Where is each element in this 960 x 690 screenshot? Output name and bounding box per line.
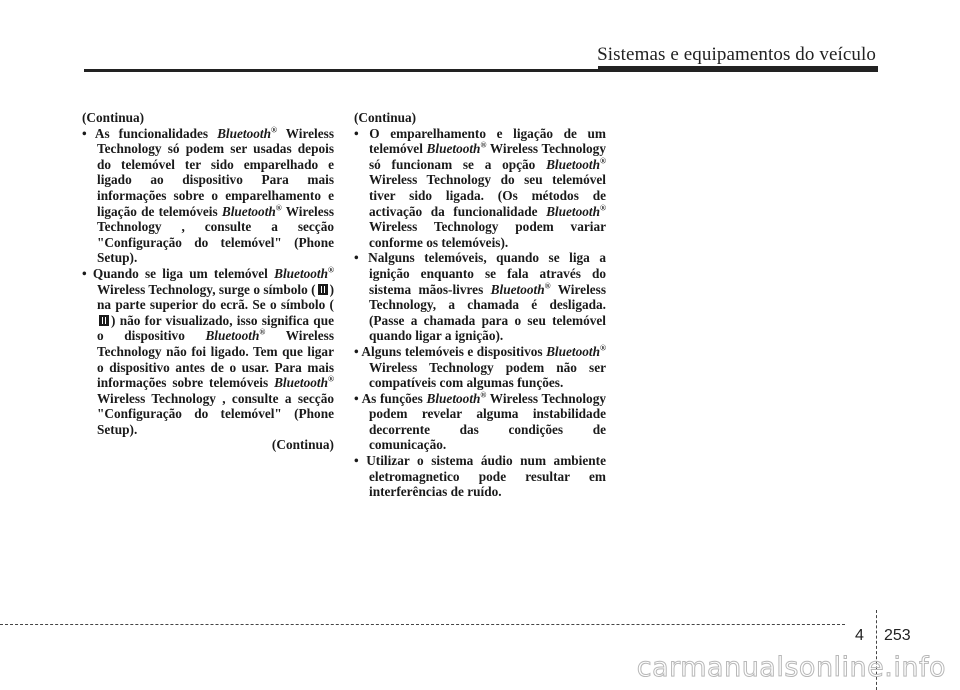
bullet-item bbox=[82, 266, 334, 438]
bullet-item bbox=[82, 126, 334, 266]
bullet-item bbox=[354, 391, 606, 453]
bluetooth-icon bbox=[318, 284, 328, 295]
text-run: Alguns telemóveis e dispositivos bbox=[361, 343, 547, 359]
bluetooth-term: Bluetooth® bbox=[546, 343, 606, 359]
text-run: Wireless Technology podem não ser compatíveis com algumas funções. bbox=[369, 359, 606, 391]
chapter-number: 4 bbox=[855, 627, 864, 644]
right-column bbox=[354, 110, 606, 500]
text-run: Utilizar o sistema áudio num ambiente eletromagnetico pode resultar em interferências de ruído. bbox=[366, 453, 606, 500]
bluetooth-icon bbox=[99, 315, 109, 326]
text-run: ) não for visualizado, isso significa que o dispositivo bbox=[97, 312, 334, 344]
text-run: Nalguns telemóveis, quando se liga a ignição enquanto se fala através do sistema mãos-livres bbox=[368, 250, 606, 297]
bluetooth-term: Bluetooth® bbox=[546, 203, 606, 219]
text-run: Wireless Technology, surge o símbolo ( bbox=[97, 281, 316, 297]
bullet-mark: • bbox=[354, 125, 370, 141]
text-run: Wireless Technology do seu telemóvel tiver sido ligada. (Os métodos de activação da funcionalidade bbox=[369, 172, 606, 219]
text-run: Wireless Technology podem variar conforme os telemóveis). bbox=[369, 219, 606, 250]
text-run: As funcionalidades bbox=[94, 125, 218, 141]
bullet-mark: • bbox=[82, 265, 93, 281]
text-run: Wireless Technology , consulte a secção "Configuração do telemóvel" (Phone Setup). bbox=[97, 390, 334, 437]
bluetooth-term: Bluetooth® bbox=[490, 281, 551, 297]
bluetooth-term: Bluetooth® bbox=[205, 327, 266, 344]
bullet-item bbox=[354, 344, 606, 391]
bluetooth-term: Bluetooth® bbox=[274, 374, 334, 391]
bluetooth-term: Bluetooth® bbox=[426, 140, 487, 157]
text-run: Wireless Technology podem revelar alguma instabilidade decorrente das condições de comunicação. bbox=[369, 390, 606, 453]
continua-label: (Continua) bbox=[271, 437, 334, 453]
bullet-item bbox=[354, 250, 606, 344]
bullet-mark: • bbox=[82, 125, 95, 141]
bluetooth-term: Bluetooth® bbox=[546, 156, 606, 172]
bluetooth-term: Bluetooth® bbox=[221, 203, 282, 219]
bluetooth-term: Bluetooth® bbox=[217, 125, 277, 141]
section-title: Sistemas e equipamentos do veículo bbox=[597, 44, 876, 65]
bullet-item bbox=[354, 453, 606, 500]
text-run: Wireless Technology , consulte a secção "Configuração do telemóvel" (Phone Setup). bbox=[97, 203, 334, 266]
bullet-mark: • bbox=[354, 343, 362, 359]
text-run: O emparelhamento e ligação de um telemóvel bbox=[369, 125, 607, 157]
footer-dashed-rule bbox=[0, 624, 845, 625]
text-run: Wireless Technology, a chamada é desligada. (Passe a chamada para o seu telemóvel quando ligar a ignição). bbox=[369, 281, 607, 344]
left-column bbox=[82, 110, 334, 453]
continua-label: (Continua) bbox=[354, 110, 417, 125]
bluetooth-term: Bluetooth® bbox=[274, 265, 335, 281]
bullet-mark: • bbox=[354, 453, 367, 469]
header-rule-accent bbox=[598, 66, 878, 72]
text-run: Wireless Technology só funcionam se a opção bbox=[369, 141, 606, 172]
text-run: Wireless Technology só podem ser usadas depois do telemóvel ter sido emparelhado e ligado ao dispositivo Para mais informações sobre o emparelhamento e ligação de telemóveis bbox=[97, 125, 334, 219]
text-run: Wireless Technology não foi ligado. Tem que ligar o dispositivo antes de o usar. Para mais informações sobre telemóveis bbox=[97, 328, 334, 391]
continua-label: (Continua) bbox=[82, 110, 145, 125]
watermark-text: carmanualsonline.info bbox=[636, 652, 946, 683]
page-number: 253 bbox=[884, 627, 911, 644]
text-run: Quando se liga um telemóvel bbox=[92, 265, 275, 281]
bullet-mark: • bbox=[354, 250, 369, 266]
bluetooth-term: Bluetooth® bbox=[426, 390, 487, 406]
text-run: ) na parte superior do ecrã. Se o símbolo ( bbox=[97, 281, 334, 313]
bullet-item bbox=[354, 126, 606, 251]
text-run: As funções bbox=[361, 390, 427, 406]
bullet-mark: • bbox=[354, 390, 362, 406]
